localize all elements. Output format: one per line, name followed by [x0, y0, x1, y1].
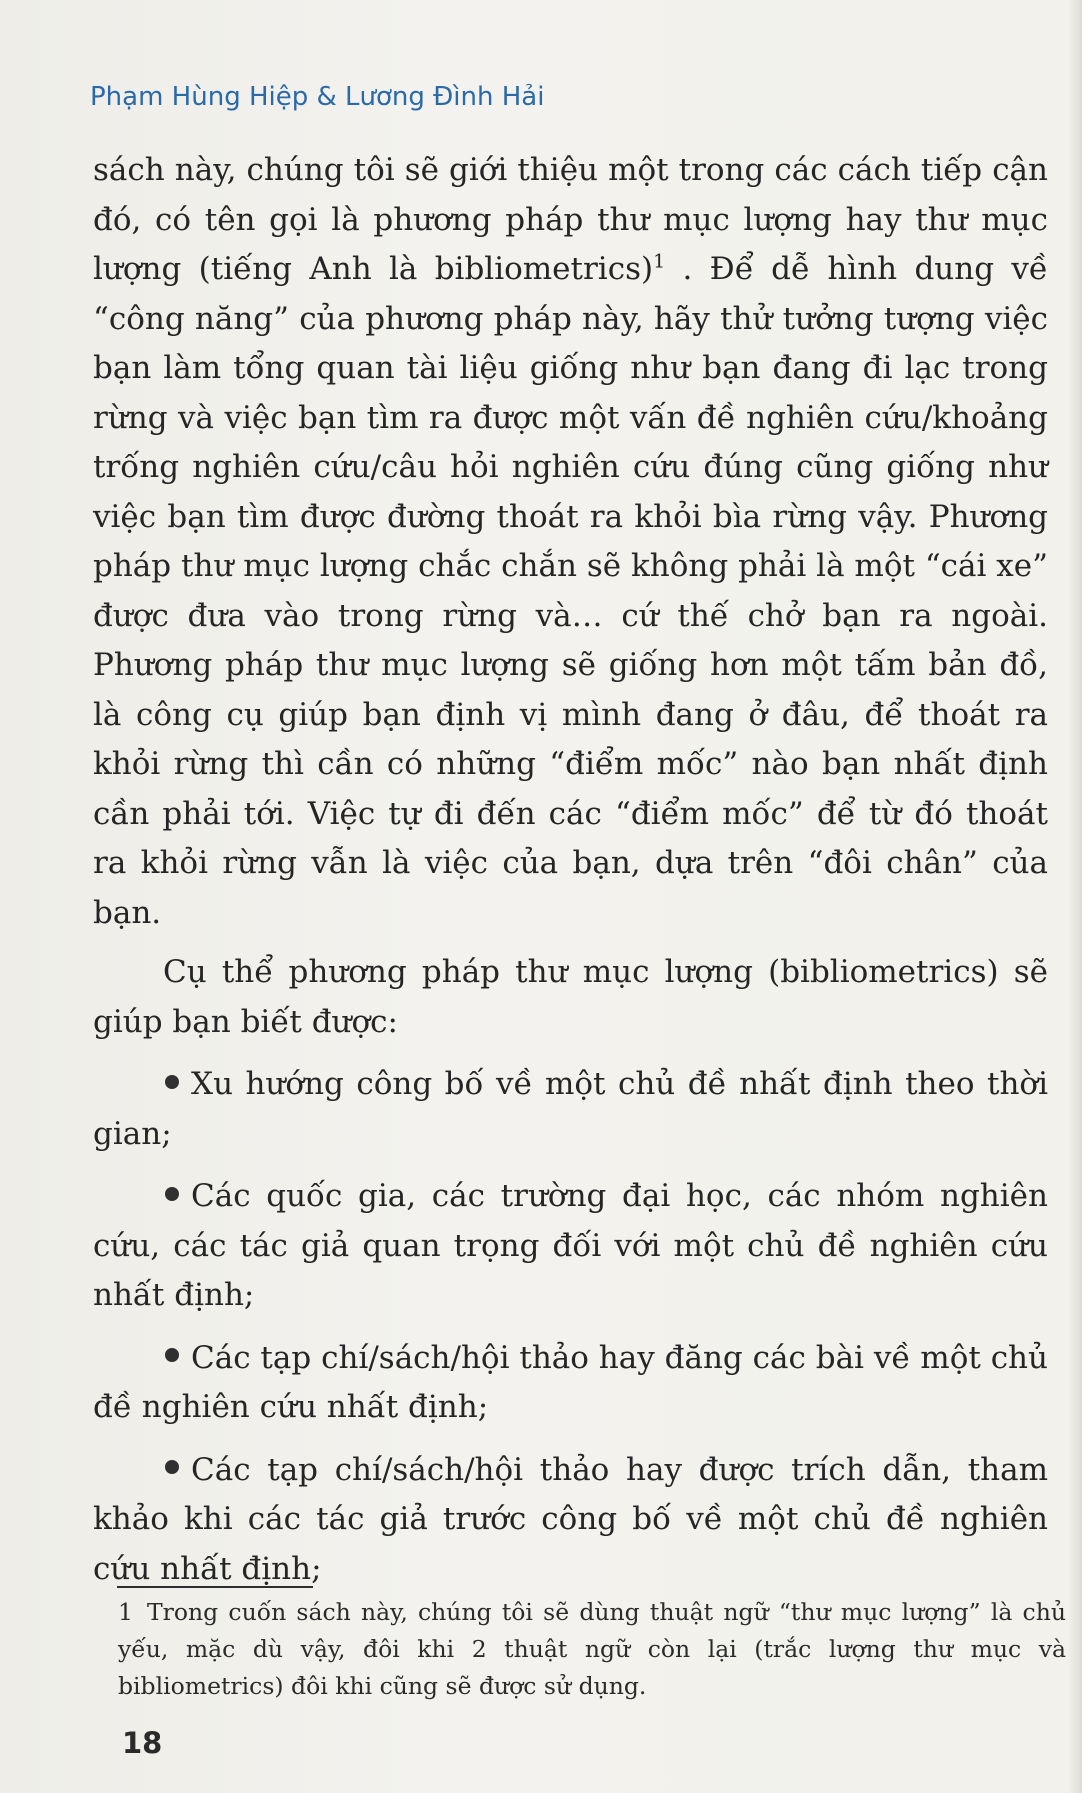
bullet-item	[93, 1334, 1048, 1433]
bullet-icon	[165, 1187, 179, 1201]
footnote	[118, 1594, 1066, 1705]
footnote-divider	[117, 1586, 313, 1588]
bullet-item	[93, 1172, 1048, 1321]
bullet-icon	[165, 1460, 179, 1474]
bullet-item	[93, 1446, 1048, 1595]
main-text	[93, 146, 1048, 1594]
footnote-number: 1	[118, 1598, 133, 1626]
footnote-text: Trong cuốn sách này, chúng tôi sẽ dùng thuật ngữ “thư mục lượng” là chủ yếu, mặc dù vậy, đôi khi 2 thuật ngữ còn lại (trắc lượng thư mục và bibliometrics) đôi khi cũng sẽ được sử dụng.	[118, 1598, 1066, 1700]
bullet-icon	[165, 1075, 179, 1089]
paragraph-1-text-a: sách này, chúng tôi sẽ giới thiệu một trong các cách tiếp cận đó, có tên gọi là phương pháp thư mục lượng hay thư mục lượng (tiếng Anh là bibliometrics)	[93, 152, 1048, 287]
bullet-text: Xu hướng công bố về một chủ đề nhất định theo thời gian;	[93, 1066, 1048, 1152]
bullet-text: Các tạp chí/sách/hội thảo hay đăng các bài về một chủ đề nghiên cứu nhất định;	[93, 1339, 1048, 1425]
paragraph-1-text-b: . Để dễ hình dung về “công năng” của phương pháp này, hãy thử tưởng tượng việc bạn làm tổng quan tài liệu giống như bạn đang đi lạc trong rừng và việc bạn tìm ra được một vấn đề nghiên cứu/khoảng trống nghiên cứu/câu hỏi nghiên cứu đúng cũng giống như việc bạn tìm được đường thoát ra khỏi bìa rừng vậy. Phương pháp thư mục lượng chắc chắn sẽ không phải là một “cái xe” được đưa vào trong rừng và… cứ thế chở bạn ra ngoài. Phương pháp thư mục lượng sẽ giống hơn một tấm bản đồ, là công cụ giúp bạn định vị mình đang ở đâu, để thoát ra khỏi rừng thì cần có những “điểm mốc” nào bạn nhất định cần phải tới. Việc tự đi đến các “điểm mốc” để từ đó thoát ra khỏi rừng vẫn là việc của bạn, dựa trên “đôi chân” của bạn.	[93, 251, 1048, 931]
page-number: 18	[122, 1726, 163, 1760]
page-edge-shadow	[1068, 0, 1082, 1793]
footnote-reference: 1	[653, 250, 666, 273]
bullet-text: Các tạp chí/sách/hội thảo hay được trích dẫn, tham khảo khi các tác giả trước công bố về một chủ đề nghiên cứu nhất định;	[93, 1451, 1048, 1587]
paragraph-1	[93, 146, 1048, 938]
bullet-icon	[165, 1348, 179, 1362]
paragraph-2: Cụ thể phương pháp thư mục lượng (bibliometrics) sẽ giúp bạn biết được:	[93, 954, 1048, 1040]
bullet-text: Các quốc gia, các trường đại học, các nhóm nghiên cứu, các tác giả quan trọng đối với một chủ đề nghiên cứu nhất định;	[93, 1178, 1048, 1313]
bullet-item	[93, 1060, 1048, 1159]
running-header-authors: Phạm Hùng Hiệp & Lương Đình Hải	[90, 82, 545, 112]
